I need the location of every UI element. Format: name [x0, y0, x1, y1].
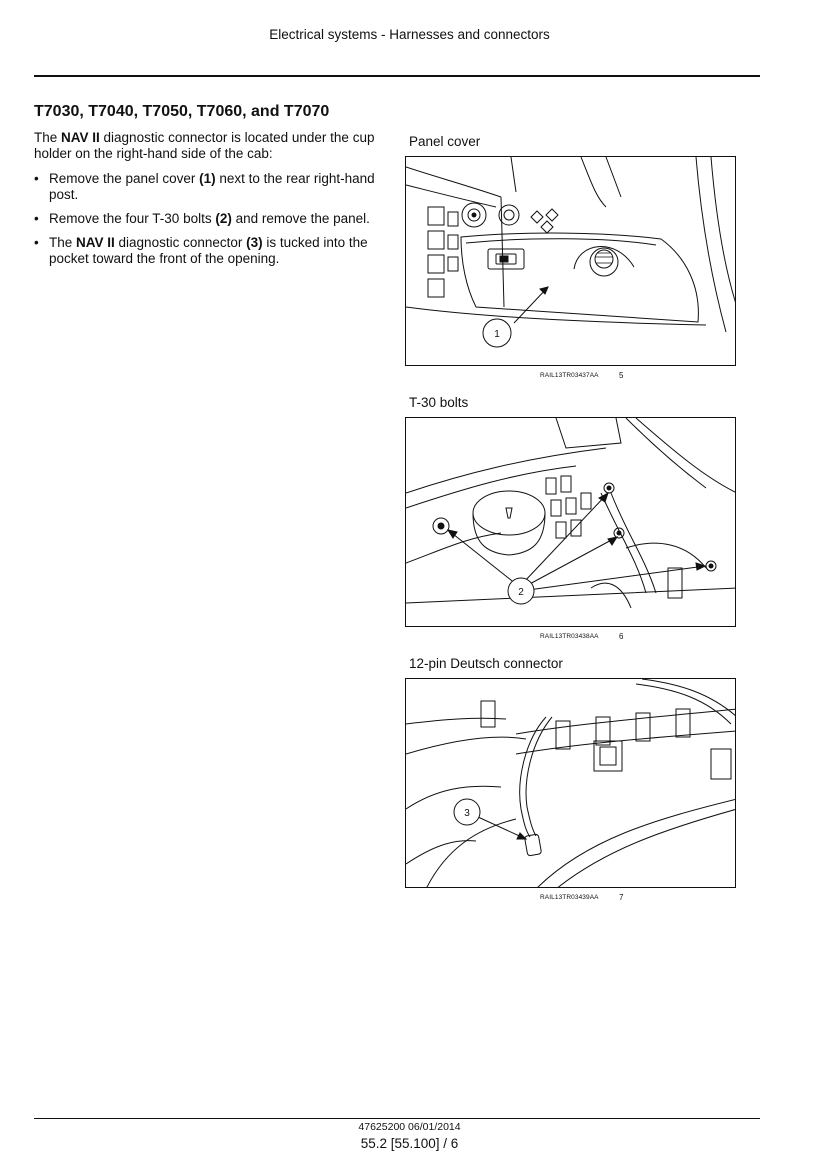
figure-number: 5: [619, 371, 624, 380]
slot-grid: [546, 476, 591, 538]
header-divider: [34, 75, 760, 77]
footer-doc-id: 47625200 06/01/2014: [358, 1121, 461, 1133]
section-title: T7030, T7040, T7050, T7060, and T7070: [34, 103, 330, 120]
figure-t30-bolts: [405, 417, 736, 627]
step-text: and remove the panel.: [231, 211, 370, 226]
intro-paragraph: [34, 130, 394, 162]
footer-divider: [34, 1118, 760, 1119]
figure-title: T-30 bolts: [409, 395, 469, 410]
intro-text-before: The: [34, 130, 62, 145]
step-text: Remove the four T-30 bolts: [49, 211, 216, 226]
step-callout: (2): [215, 211, 232, 226]
figure-title: 12-pin Deutsch connector: [409, 656, 563, 671]
step-item: [34, 211, 394, 227]
figure-number: 7: [619, 893, 624, 902]
step-item: [34, 235, 394, 267]
step-bold: NAV II: [76, 235, 115, 250]
t30-bolts-illustration: [406, 418, 736, 627]
harness-bands: [556, 709, 690, 749]
step-list: [34, 171, 394, 275]
figure-deutsch-connector: [405, 678, 736, 888]
figure-ref: RAIL13TR03438AA: [540, 633, 599, 640]
step-text: is tucked into the pocket toward the front of the opening.: [49, 235, 368, 266]
vent-grille: [428, 207, 458, 297]
figure-title: Panel cover: [409, 134, 481, 149]
step-item: [34, 171, 394, 203]
step-callout: (1): [199, 171, 216, 186]
figure-number: 6: [619, 632, 624, 641]
panel-cover-illustration: [406, 157, 736, 366]
step-text: Remove the panel cover: [49, 171, 200, 186]
deutsch-connector-illustration: [406, 679, 736, 888]
step-text: next to the rear right-hand post.: [49, 171, 375, 202]
step-text: diagnostic connector: [114, 235, 247, 250]
callout-2: 2: [518, 587, 524, 598]
callout-1: 1: [494, 329, 500, 340]
figure-ref: RAIL13TR03439AA: [540, 894, 599, 901]
panel-cover-outline: [461, 233, 698, 322]
intro-bold: NAV II: [61, 130, 100, 145]
step-text: The: [49, 235, 77, 250]
footer-page-number: 55.2 [55.100] / 6: [360, 1136, 459, 1151]
intro-text-after: diagnostic connector is located under the cup holder on the right-hand side of the cab:: [34, 130, 375, 161]
callout-3: 3: [464, 808, 470, 819]
page-header: Electrical systems - Harnesses and connectors: [269, 27, 550, 42]
step-callout: (3): [246, 235, 263, 250]
figure-panel-cover: [405, 156, 736, 366]
figure-ref: RAIL13TR03437AA: [540, 372, 599, 379]
